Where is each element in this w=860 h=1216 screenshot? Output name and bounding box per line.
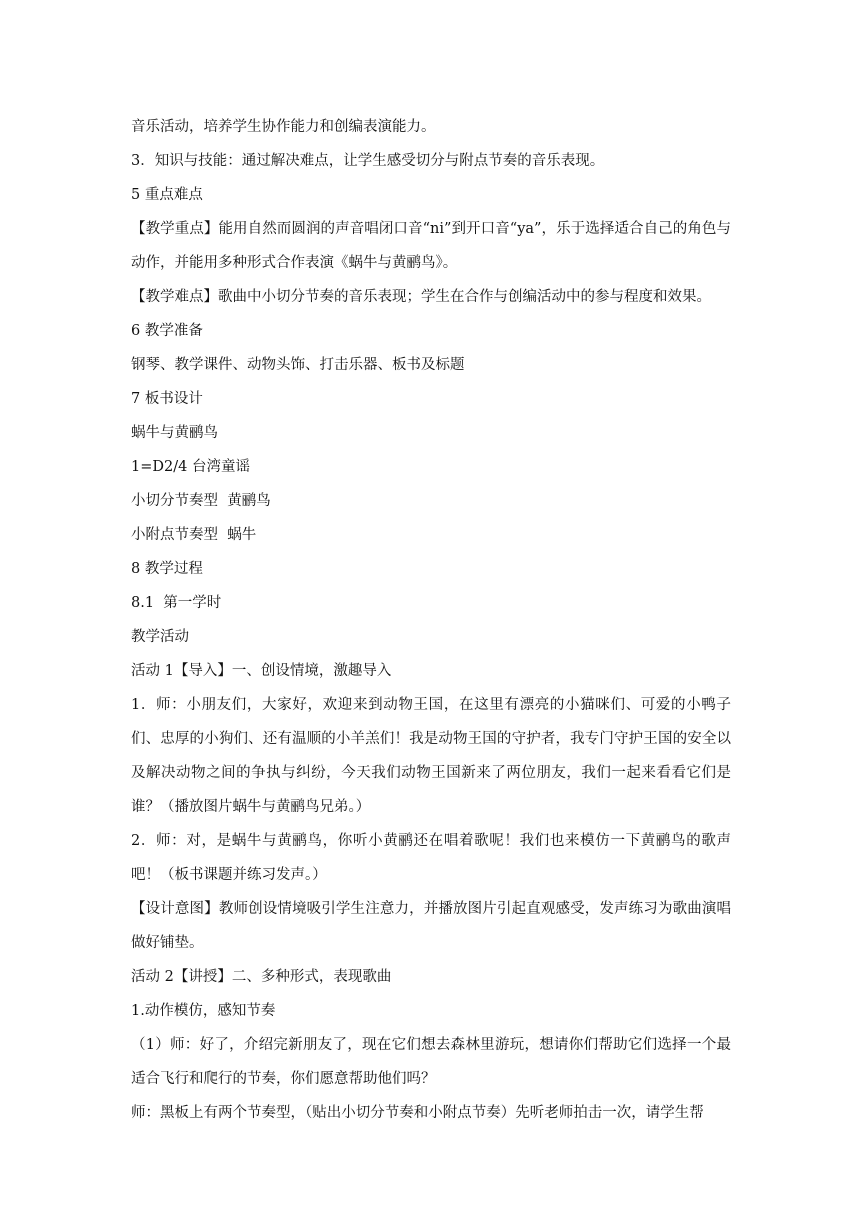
paragraph: 活动 2【讲授】二、多种形式，表现歌曲 — [131, 969, 392, 985]
section-heading: 7 板书设计 — [131, 391, 203, 407]
paragraph: 3．知识与技能：通过解决难点，让学生感受切分与附点节奏的音乐表现。 — [131, 153, 605, 169]
paragraph: 【设计意图】教师创设情境吸引学生注意力，并播放图片引起直观感受，发声练习为歌曲演唱做好铺垫。 — [131, 901, 731, 951]
section-heading: 5 重点难点 — [131, 187, 203, 203]
paragraph: 师：黑板上有两个节奏型，（贴出小切分节奏和小附点节奏）先听老师拍击一次，请学生帮 — [131, 1105, 704, 1121]
paragraph: 【教学重点】能用自然而圆润的声音唱闭口音“ni”到开口音“ya”，乐于选择适合自己的角色与动作，并能用多种形式合作表演《蜗牛与黄鹂鸟》。 — [131, 221, 731, 271]
paragraph: 2．师：对，是蜗牛与黄鹂鸟，你听小黄鹂还在唱着歌呢！我们也来模仿一下黄鹂鸟的歌声吧！（板书课题并练习发声。） — [131, 833, 731, 883]
paragraph: 【教学难点】歌曲中小切分节奏的音乐表现；学生在合作与创编活动中的参与程度和效果。 — [131, 289, 711, 305]
paragraph: 钢琴、教学课件、动物头饰、打击乐器、板书及标题 — [131, 357, 465, 373]
paragraph: 蜗牛与黄鹂鸟 — [131, 425, 218, 441]
paragraph: 小切分节奏型 黄鹂鸟 — [131, 493, 271, 509]
paragraph: 小附点节奏型 蜗牛 — [131, 527, 257, 543]
paragraph: 1=D2/4 台湾童谣 — [131, 459, 250, 475]
section-heading: 8 教学过程 — [131, 561, 203, 577]
section-heading: 6 教学准备 — [131, 323, 203, 339]
document-body — [131, 110, 731, 1130]
paragraph: 1．师：小朋友们，大家好，欢迎来到动物王国，在这里有漂亮的小猫咪们、可爱的小鸭子们、忠厚的小狗们、还有温顺的小羊羔们！我是动物王国的守护者，我专门守护王国的安全以及解决动物之间的争执与纠纷，今天我们动物王国新来了两位朋友，我们一起来看看它们是谁？（播放图片蜗牛与黄鹂鸟兄弟。） — [131, 697, 731, 815]
paragraph: 音乐活动，培养学生协作能力和创编表演能力。 — [131, 119, 436, 135]
paragraph: 教学活动 — [131, 629, 189, 645]
paragraph: 1.动作模仿，感知节奏 — [131, 1003, 276, 1019]
paragraph: 活动 1【导入】一、创设情境，激趣导入 — [131, 663, 392, 679]
subsection-heading: 8.1 第一学时 — [131, 595, 222, 611]
paragraph: （1）师：好了，介绍完新朋友了，现在它们想去森林里游玩，想请你们帮助它们选择一个最适合飞行和爬行的节奏，你们愿意帮助他们吗？ — [131, 1037, 731, 1087]
